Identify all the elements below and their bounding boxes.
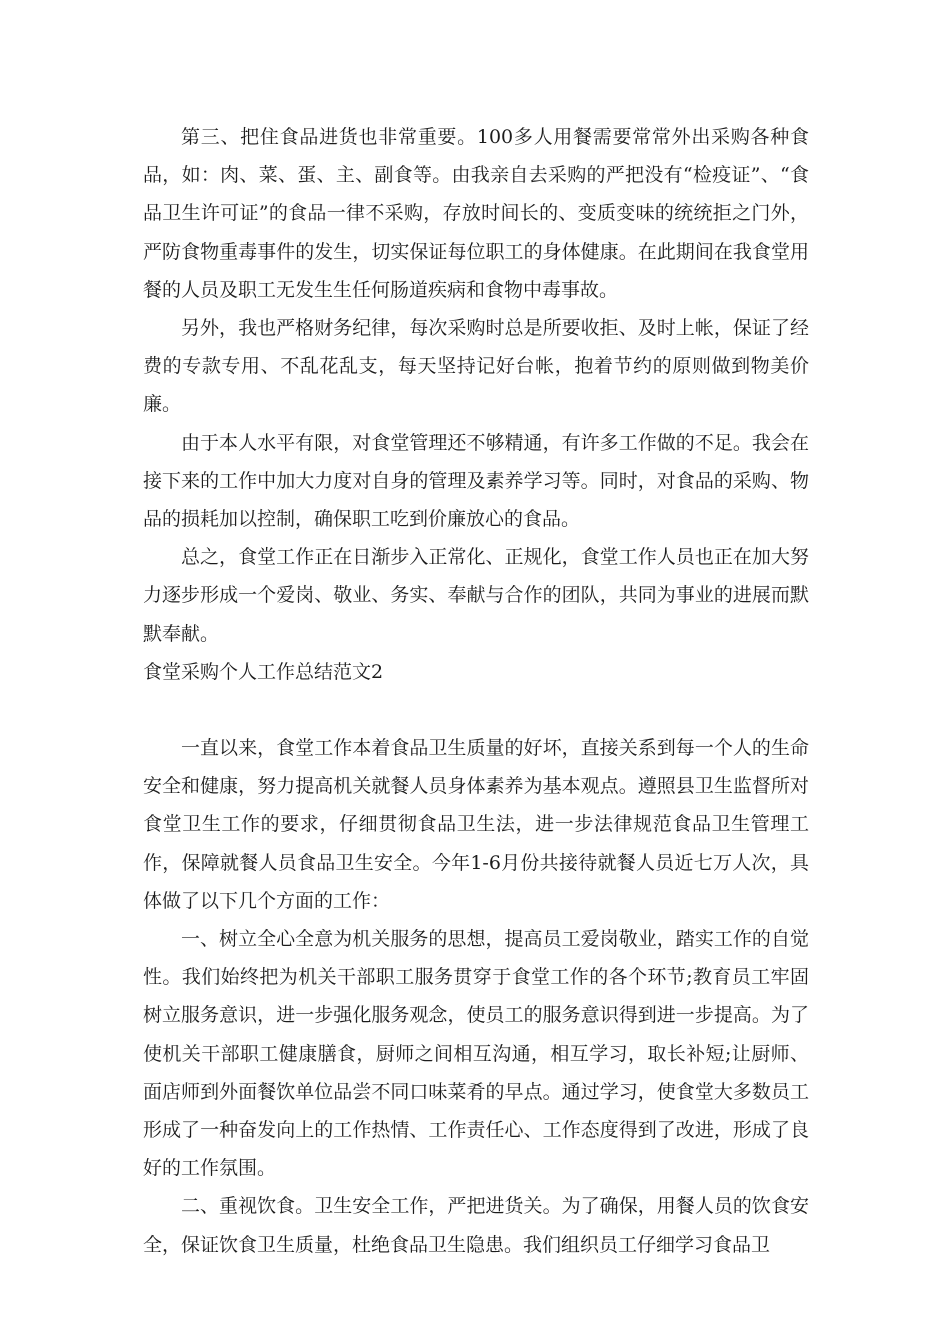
paragraph-conclusion: 总之，食堂工作正在日渐步入正常化、正规化，食堂工作人员也正在加大努力逐步形成一个爱岗、敬业、务实、奉献与合作的团队，共同为事业的进展而默默奉献。 xyxy=(143,546,809,645)
paragraph-financial-discipline: 另外，我也严格财务纪律，每次采购时总是所要收拒、及时上帐，保证了经费的专款专用、不乱花乱支，每天坚持记好台帐，抱着节约的原则做到物美价廉。 xyxy=(143,317,809,416)
paragraph-shortcomings: 由于本人水平有限，对食堂管理还不够精通，有许多工作做的不足。我会在接下来的工作中加大力度对自身的管理及素养学习等。同时，对食品的采购、物品的损耗加以控制，确保职工吃到价廉放心的食品。 xyxy=(143,431,809,531)
paragraph-food-safety: 二、重视饮食。卫生安全工作，严把进货关。为了确保，用餐人员的饮食安全，保证饮食卫生质量，杜绝食品卫生隐患。我们组织员工仔细学习食品卫 xyxy=(143,1195,809,1256)
paragraph-introduction: 一直以来，食堂工作本着食品卫生质量的好坏，直接关系到每一个人的生命安全和健康，努力提高机关就餐人员身体素养为基本观点。遵照县卫生监督所对食堂卫生工作的要求，仔细贯彻食品卫生法，进一步法律规范食品卫生管理工作，保障就餐人员食品卫生安全。今年1-6月份共接待就餐人员近七万人次，具体做了以下几个方面的工作： xyxy=(143,737,809,912)
paragraph-service-attitude: 一、树立全心全意为机关服务的思想，提高员工爱岗敬业，踏实工作的自觉性。我们始终把为机关干部职工服务贯穿于食堂工作的各个环节;教育员工牢固树立服务意识，进一步强化服务观念，使员工的服务意识得到进一步提高。为了使机关干部职工健康膳食，厨师之间相互沟通，相互学习，取长补短;让厨师、面店师到外面餐饮单位品尝不同口味菜肴的早点。通过学习，使食堂大多数员工形成了一种奋发向上的工作热情、工作责任心、工作态度得到了改进，形成了良好的工作氛围。 xyxy=(143,928,809,1180)
document-body xyxy=(143,118,809,1264)
paragraph-purchasing-control: 第三、把住食品进货也非常重要。100多人用餐需要常常外出采购各种食品，如：肉、菜、蛋、主、副食等。由我亲自去采购的严把没有“检疫证”、“食品卫生许可证”的食品一律不采购，存放时间长的、变质变味的统统拒之门外，严防食物重毒事件的发生，切实保证每位职工的身体健康。在此期间在我食堂用餐的人员及职工无发生生任何肠道疾病和食物中毒事故。 xyxy=(143,126,809,301)
section-title: 食堂采购个人工作总结范文2 xyxy=(143,660,384,683)
blank-line xyxy=(143,691,809,729)
